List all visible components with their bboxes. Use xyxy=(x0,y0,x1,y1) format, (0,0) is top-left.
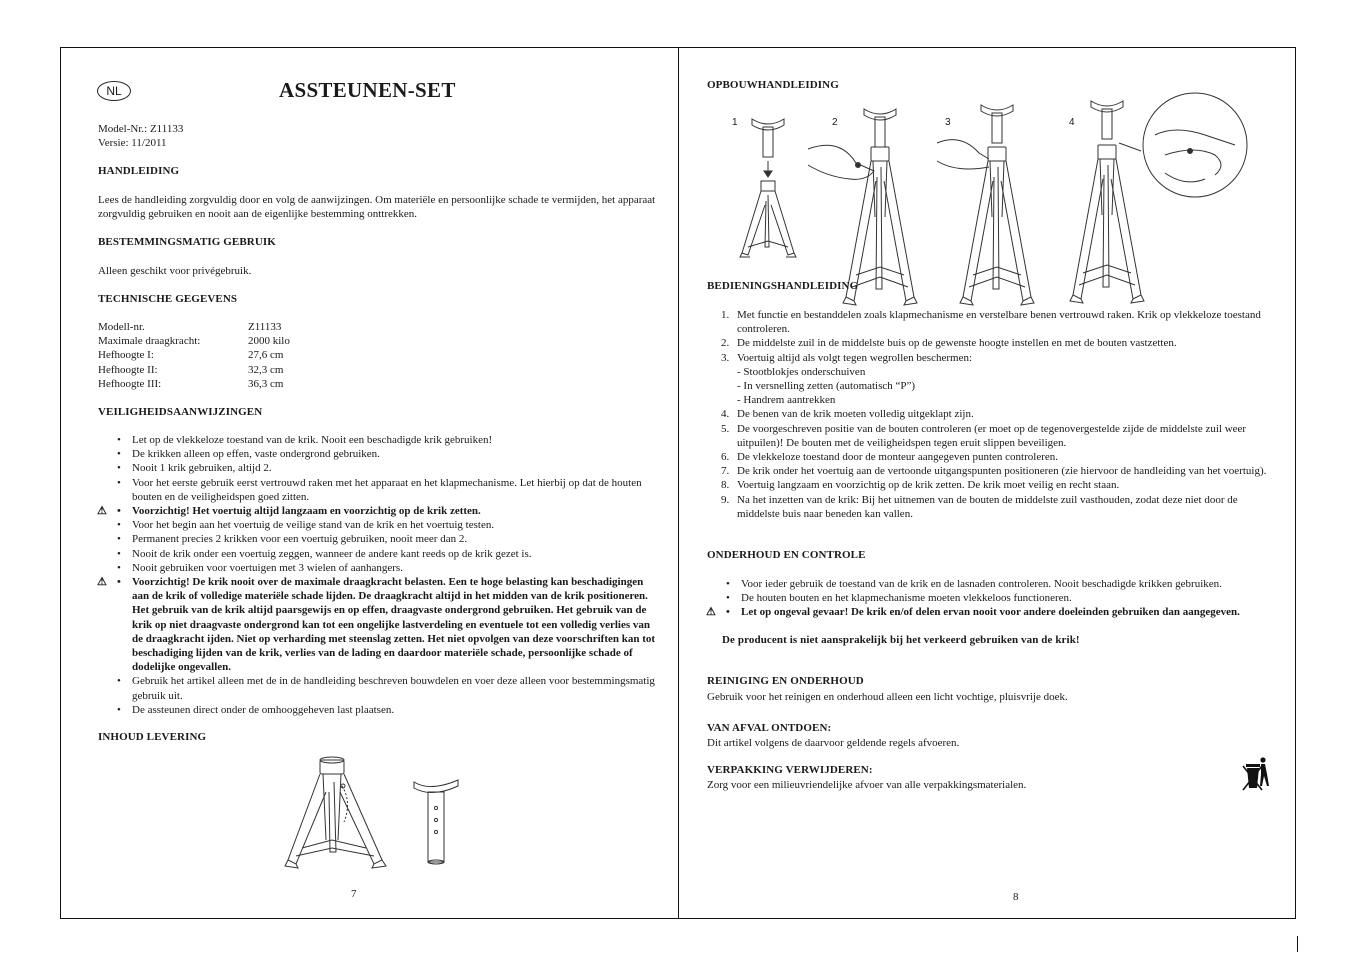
list-item-text: Gebruik het artikel alleen met de in de handleiding beschreven bouwdelen en voer deze alleen voor bestemmingsmatig gebruik uit. xyxy=(132,675,655,702)
warning-triangle-icon: ⚠ xyxy=(97,505,107,518)
list-item xyxy=(707,393,1277,407)
list-item-text: Voor ieder gebruik de toestand van de krik en de lasnaden controleren. Nooit beschadigde krikken gebruiken. xyxy=(741,578,1222,590)
list-item xyxy=(707,407,1277,421)
list-item xyxy=(98,703,660,717)
list-item-text: Voertuig altijd als volgt tegen wegrollen beschermen: xyxy=(737,351,973,364)
tech-key: Hefhoogte I: xyxy=(98,349,154,362)
list-item-text: De krik onder het voertuig aan de vertoonde uitgangspunten positioneren (zie hiervoor de handleiding van het voertuig). xyxy=(737,465,1267,478)
list-item xyxy=(98,433,660,447)
list-item-number: 3. xyxy=(721,351,730,364)
bullet-icon: • xyxy=(117,547,121,560)
step-2-number: 2 xyxy=(832,117,838,128)
safety-list xyxy=(98,433,660,717)
bullet-icon: • xyxy=(726,606,730,619)
page-number-right: 8 xyxy=(1013,891,1019,903)
list-item-text: Voorzichtig! De krik nooit over de maximale draagkracht belasten. Een te hoge belasting kan beschadigingen aan de krik of volledige materiële schade lijden. De draagkracht altijd in het midden van de krik positioneren. Het gebruik van de krik altijd paarsgewijs en op effen, draagvaste ondergrond gebruiken. Het gebruik van de krik op niet draagvaste ondergrond kan tot een ongelijke lastverdeling en eventuele tot een volledig verlies van de draagkracht ijden. Niet op verharding met steenslag zetten. Het niet opvolgen van deze voorschriften kan tot beschadiging lijden van de krik, verlies van de lading en daardoor materiële schade, persoonlijke schade of dodelijke ongevallen. xyxy=(132,576,656,674)
operation-list xyxy=(707,308,1277,521)
list-item-text: Na het inzetten van de krik: Bij het uitnemen van de bouten de middelste zuil vasthouden, zodat deze niet door de middelste buis naar beneden kan vallen. xyxy=(737,493,1238,520)
list-item-text: De houten bouten en het klapmechanisme moeten vlekkeloos functioneren. xyxy=(741,592,1072,605)
bullet-icon: • xyxy=(117,448,121,461)
safety-heading: VEILIGHEIDSAANWIJZINGEN xyxy=(98,406,263,418)
list-item xyxy=(707,379,1277,393)
list-item-number: 5. xyxy=(721,422,730,435)
cleaning-heading: REINIGING EN ONDERHOUD xyxy=(707,675,864,687)
bullet-icon: • xyxy=(117,476,121,489)
tech-value: 27,6 cm xyxy=(248,349,284,362)
list-item xyxy=(707,577,1282,591)
bullet-icon: • xyxy=(117,561,121,574)
tech-row xyxy=(98,363,290,377)
list-item-text: Nooit de krik onder een voertuig zeggen, wanneer de andere kant reeds op de krik gezet is. xyxy=(132,547,532,560)
list-item xyxy=(707,308,1277,336)
step-1-number: 1 xyxy=(732,117,738,128)
list-item-text: De middelste zuil in de middelste buis op de gewenste hoogte instellen en met de bouten vastzetten. xyxy=(737,337,1177,350)
list-item xyxy=(707,591,1282,605)
list-item xyxy=(98,504,660,518)
manual-text: Lees de handleiding zorgvuldig door en volg de aanwijzingen. Om materiële en persoonlijke schade te vermijden, het apparaat zorgvuldig gebruiken en nooit aan de eigenlijke bestemming onttrekken. xyxy=(98,194,656,221)
tech-key: Modell-nr. xyxy=(98,321,145,333)
bullet-icon: • xyxy=(117,675,121,688)
list-item xyxy=(98,461,660,475)
bullet-icon: • xyxy=(117,576,121,589)
list-item xyxy=(707,336,1277,350)
assembly-heading: OPBOUWHANDLEIDING xyxy=(707,79,839,91)
tech-row xyxy=(98,348,290,362)
crop-mark xyxy=(1297,936,1298,952)
list-item-text: Met functie en bestanddelen zoals klapmechanisme en verstelbare benen vertrouwd raken. Krik op vlekkeloze toestand controleren. xyxy=(737,309,1261,336)
list-item-text: Voor het eerste gebruik eerst vertrouwd raken met het apparaat en het klapmechanisme. Let hierbij op dat de houten bouten en de veiligheidspen goed zitten. xyxy=(132,476,642,503)
tech-value: 36,3 cm xyxy=(248,377,284,390)
bullet-icon: • xyxy=(117,703,121,716)
packaging-heading: VERPAKKING VERWIJDEREN: xyxy=(707,764,873,776)
list-item xyxy=(707,450,1277,464)
list-item xyxy=(98,518,660,532)
list-item-text: Let op de vlekkeloze toestand van de krik. Nooit een beschadigde krik gebruiken! xyxy=(132,434,493,446)
bullet-icon: • xyxy=(726,592,730,605)
tech-heading: TECHNISCHE GEGEVENS xyxy=(98,293,238,305)
list-item xyxy=(707,493,1277,521)
list-item xyxy=(98,561,660,575)
bullet-icon: • xyxy=(117,519,121,532)
list-item-text: De voorgeschreven positie van de bouten controleren (er moet op de tegenovergestelde zijde de middelste zuil weer uitpuilen)! De bouten met de veiligheidspen tegen eruit slippen beveiligen. xyxy=(737,422,1247,449)
liability-notice: De producent is niet aansprakelijk bij het verkeerd gebruiken van de krik! xyxy=(722,634,1080,646)
contents-illustration xyxy=(282,752,462,882)
list-item-number: 6. xyxy=(721,451,730,464)
bullet-icon: • xyxy=(726,578,730,590)
contents-heading: INHOUD LEVERING xyxy=(98,731,207,743)
disposal-heading: VAN AFVAL ONTDOEN: xyxy=(707,722,832,734)
list-item xyxy=(98,674,660,702)
list-item xyxy=(98,476,660,504)
list-item xyxy=(707,365,1277,379)
warning-triangle-icon: ⚠ xyxy=(97,576,107,589)
list-item-text: De assteunen direct onder de omhooggeheven last plaatsen. xyxy=(132,703,395,716)
manual-heading: HANDLEIDING xyxy=(98,165,180,177)
tech-value: 2000 kilo xyxy=(248,335,290,348)
tech-row xyxy=(98,334,290,348)
model-number: Model-Nr.: Z11133 xyxy=(98,123,184,135)
list-item-text: Nooit 1 krik gebruiken, altijd 2. xyxy=(132,462,272,475)
warning-triangle-icon: ⚠ xyxy=(706,606,716,619)
operation-heading: BEDIENINGSHANDLEIDING xyxy=(707,280,859,292)
bullet-icon: • xyxy=(117,462,121,475)
list-item xyxy=(707,422,1277,450)
intended-use-text: Alleen geschikt voor privégebruik. xyxy=(98,265,252,277)
list-item-text: Voorzichtig! Het voertuig altijd langzaam en voorzichtig op de krik zetten. xyxy=(132,505,481,518)
list-item-text: Permanent precies 2 krikken voor een voertuig gebruiken, nooit meer dan 2. xyxy=(132,533,468,546)
bullet-icon: • xyxy=(117,505,121,518)
packaging-text: Zorg voor een milieuvriendelijke afvoer van alle verpakkingsmaterialen. xyxy=(707,779,1027,791)
bullet-icon: • xyxy=(117,434,121,446)
list-item-text: De vlekkeloze toestand door de monteur aangegeven punten controleren. xyxy=(737,451,1059,464)
list-item-text: Nooit gebruiken voor voertuigen met 3 wielen of aanhangers. xyxy=(132,561,403,574)
list-item xyxy=(707,605,1282,619)
list-item-number: 7. xyxy=(721,465,730,478)
cleaning-text: Gebruik voor het reinigen en onderhoud alleen een licht vochtige, pluisvrije doek. xyxy=(707,691,1068,703)
language-badge: NL xyxy=(97,81,131,101)
crossed-bin-icon xyxy=(1242,756,1270,792)
step-3-number: 3 xyxy=(945,117,951,128)
page-title: ASSTEUNEN-SET xyxy=(279,78,456,102)
list-item xyxy=(98,447,660,461)
intended-use-heading: BESTEMMINGSMATIG GEBRUIK xyxy=(98,236,276,248)
list-item-text: De benen van de krik moeten volledig uitgeklapt zijn. xyxy=(737,408,974,421)
page-number-left: 7 xyxy=(351,888,357,900)
maintenance-list xyxy=(707,577,1282,620)
list-item-text: Voor het begin aan het voertuig de veilige stand van de krik en het voertuig testen. xyxy=(132,519,495,532)
version: Versie: 11/2011 xyxy=(98,137,167,150)
tech-row xyxy=(98,320,290,334)
list-item-number: 2. xyxy=(721,337,730,350)
list-item-text: Voertuig langzaam en voorzichtig op de krik zetten. De krik moet veilig en recht staan. xyxy=(737,479,1120,492)
list-item xyxy=(98,532,660,546)
list-item xyxy=(98,547,660,561)
list-item xyxy=(707,351,1277,365)
page-divider xyxy=(678,47,679,919)
tech-row xyxy=(98,377,290,391)
list-item xyxy=(707,464,1277,478)
assembly-diagram xyxy=(735,95,1270,265)
bullet-icon: • xyxy=(117,533,121,546)
disposal-text: Dit artikel volgens de daarvoor geldende regels afvoeren. xyxy=(707,737,960,749)
list-item-text: De krikken alleen op effen, vaste ondergrond gebruiken. xyxy=(132,448,380,461)
list-item-text: - Handrem aantrekken xyxy=(737,394,836,407)
tech-key: Maximale draagkracht: xyxy=(98,335,201,348)
step-4-number: 4 xyxy=(1069,117,1075,128)
list-item xyxy=(98,575,660,674)
list-item-number: 4. xyxy=(721,408,730,421)
list-item-number: 1. xyxy=(721,309,730,321)
list-item-text: - In versnelling zetten (automatisch “P”) xyxy=(737,380,916,393)
tech-key: Hefhoogte III: xyxy=(98,377,162,390)
tech-key: Hefhoogte II: xyxy=(98,363,158,376)
list-item-text: - Stootblokjes onderschuiven xyxy=(737,365,866,378)
list-item-number: 9. xyxy=(721,493,730,506)
maintenance-heading: ONDERHOUD EN CONTROLE xyxy=(707,549,866,561)
list-item xyxy=(707,478,1277,492)
tech-value: 32,3 cm xyxy=(248,363,284,376)
tech-table xyxy=(98,320,290,391)
list-item-number: 8. xyxy=(721,479,730,492)
list-item-text: Let op ongeval gevaar! De krik en/of delen ervan nooit voor andere doeleinden gebruiken dan aangegeven. xyxy=(741,606,1240,619)
tech-value: Z11133 xyxy=(248,321,282,333)
